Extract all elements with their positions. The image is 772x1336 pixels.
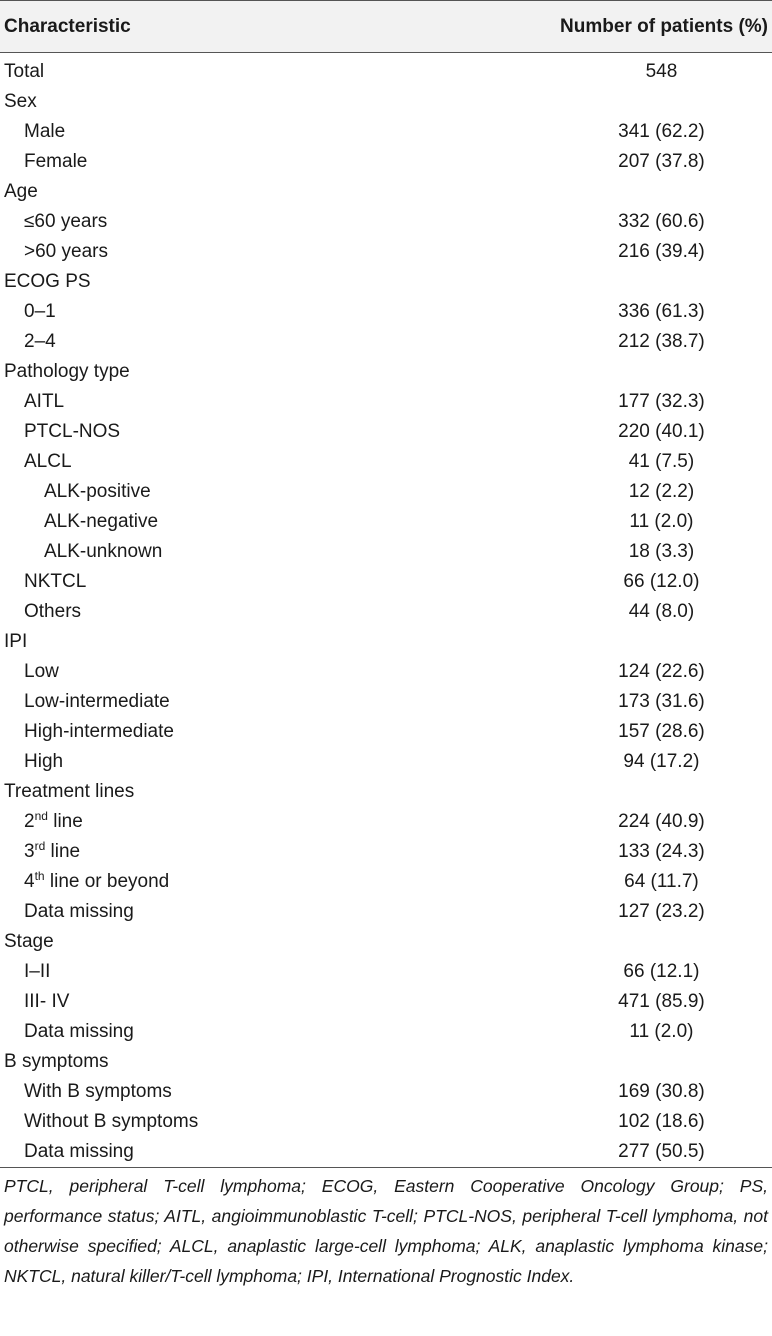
row-label-text: NKTCL	[24, 571, 87, 592]
row-label	[0, 297, 271, 327]
table-row	[0, 777, 772, 807]
table-row	[0, 597, 772, 627]
ordinal-suffix: th	[34, 869, 45, 883]
row-value: 207 (37.8)	[618, 151, 705, 172]
row-value: 12 (2.2)	[628, 481, 695, 502]
row-label	[0, 687, 271, 717]
row-label	[0, 1107, 271, 1137]
row-label	[0, 1137, 271, 1168]
row-value: 173 (31.6)	[618, 691, 705, 712]
table-row	[0, 987, 772, 1017]
table-row	[0, 53, 772, 88]
row-value: 336 (61.3)	[618, 301, 705, 322]
row-label-text: High-intermediate	[24, 721, 174, 742]
row-value	[271, 177, 772, 207]
row-label-text: ALK-positive	[44, 481, 151, 502]
row-label	[0, 267, 271, 297]
row-value	[271, 627, 772, 657]
row-label	[0, 1077, 271, 1107]
row-label-text: IPI	[4, 631, 28, 652]
row-label	[0, 237, 271, 267]
row-label	[0, 177, 271, 207]
row-label	[0, 327, 271, 357]
table-row	[0, 267, 772, 297]
table-row	[0, 537, 772, 567]
row-value: 216 (39.4)	[618, 241, 705, 262]
row-label	[0, 777, 271, 807]
row-label-text: ≤60 years	[24, 211, 108, 232]
row-label	[0, 597, 271, 627]
table-row	[0, 1137, 772, 1168]
row-label-text: 0–1	[24, 301, 56, 322]
row-label-text: ALK-unknown	[44, 541, 163, 562]
row-label	[0, 957, 271, 987]
table-row	[0, 837, 772, 867]
header-number-of-patients: Number of patients (%)	[560, 15, 768, 37]
row-value: 127 (23.2)	[618, 901, 705, 922]
table-row	[0, 897, 772, 927]
row-value: 332 (60.6)	[618, 211, 705, 232]
row-label-text: Data missing	[24, 901, 134, 922]
row-label-text: Data missing	[24, 1141, 134, 1162]
row-label-text: B symptoms	[4, 1051, 109, 1072]
table-row	[0, 297, 772, 327]
row-label-text: Treatment lines	[4, 781, 135, 802]
row-label	[0, 1047, 271, 1077]
row-value: 157 (28.6)	[618, 721, 705, 742]
row-label	[0, 507, 271, 537]
row-label	[0, 867, 271, 897]
row-label-text: Low	[24, 661, 59, 682]
row-label-text: I–II	[24, 961, 51, 982]
table-row	[0, 177, 772, 207]
row-label	[0, 357, 271, 387]
row-label	[0, 387, 271, 417]
row-value	[271, 777, 772, 807]
row-value: 64 (11.7)	[624, 871, 699, 892]
table-row	[0, 627, 772, 657]
table-row	[0, 207, 772, 237]
row-label-text: AITL	[24, 391, 65, 412]
row-value: 41 (7.5)	[628, 451, 695, 472]
row-value: 133 (24.3)	[618, 841, 705, 862]
table-row	[0, 747, 772, 777]
ordinal-suffix: nd	[34, 809, 48, 823]
row-label-text: Sex	[4, 91, 37, 112]
row-label	[0, 567, 271, 597]
row-label-text: High	[24, 751, 64, 772]
row-value: 11 (2.0)	[629, 511, 694, 532]
row-label-text: 4	[24, 871, 35, 892]
table-header	[0, 1, 772, 53]
row-value	[271, 927, 772, 957]
row-label-suffix: line	[45, 841, 81, 862]
row-value	[271, 1047, 772, 1077]
table-row	[0, 387, 772, 417]
table-row	[0, 807, 772, 837]
row-label-text: Age	[4, 181, 38, 202]
row-value: 169 (30.8)	[618, 1081, 705, 1102]
row-value: 94 (17.2)	[623, 751, 700, 772]
ordinal-suffix: rd	[34, 839, 46, 853]
row-value: 66 (12.1)	[623, 961, 700, 982]
row-value: 124 (22.6)	[618, 661, 705, 682]
row-label	[0, 1017, 271, 1047]
row-label	[0, 717, 271, 747]
table-row	[0, 1017, 772, 1047]
row-label	[0, 417, 271, 447]
row-label-text: Without B symptoms	[24, 1111, 199, 1132]
row-value	[271, 267, 772, 297]
row-label	[0, 87, 271, 117]
row-label	[0, 447, 271, 477]
row-label	[0, 53, 271, 88]
table-row	[0, 927, 772, 957]
row-label	[0, 477, 271, 507]
row-label	[0, 837, 271, 867]
row-value: 177 (32.3)	[618, 391, 705, 412]
table-row	[0, 687, 772, 717]
row-label-text: Data missing	[24, 1021, 134, 1042]
table-row	[0, 657, 772, 687]
row-label-text: III- IV	[24, 991, 70, 1012]
row-label-text: Stage	[4, 931, 54, 952]
table-row	[0, 357, 772, 387]
row-value: 277 (50.5)	[618, 1141, 705, 1162]
table-row	[0, 477, 772, 507]
table-body	[0, 53, 772, 1168]
row-label-text: 2–4	[24, 331, 56, 352]
row-label-suffix: line or beyond	[44, 871, 170, 892]
row-value: 18 (3.3)	[628, 541, 695, 562]
table-row	[0, 87, 772, 117]
row-value	[271, 87, 772, 117]
row-label-text: Female	[24, 151, 88, 172]
table-row	[0, 447, 772, 477]
row-label	[0, 207, 271, 237]
row-label-text: Pathology type	[4, 361, 130, 382]
row-value: 341 (62.2)	[618, 121, 705, 142]
table-row	[0, 867, 772, 897]
row-value: 548	[645, 61, 678, 82]
row-label-text: PTCL-NOS	[24, 421, 121, 442]
row-label	[0, 897, 271, 927]
table-row	[0, 1107, 772, 1137]
row-label	[0, 147, 271, 177]
row-label-suffix: line	[47, 811, 83, 832]
table-row	[0, 1077, 772, 1107]
table-row	[0, 147, 772, 177]
table-row	[0, 567, 772, 597]
row-label-text: With B symptoms	[24, 1081, 172, 1102]
row-label-text: Male	[24, 121, 66, 142]
row-value: 220 (40.1)	[618, 421, 705, 442]
row-label-text: 3	[24, 841, 35, 862]
row-label	[0, 987, 271, 1017]
row-label-text: ECOG PS	[4, 271, 91, 292]
row-value: 66 (12.0)	[623, 571, 700, 592]
row-label	[0, 117, 271, 147]
table-row	[0, 237, 772, 267]
row-value	[271, 357, 772, 387]
table-row	[0, 507, 772, 537]
row-label	[0, 807, 271, 837]
table-row	[0, 717, 772, 747]
row-label	[0, 537, 271, 567]
row-label	[0, 657, 271, 687]
row-label-text: Low-intermediate	[24, 691, 170, 712]
row-label-text: >60 years	[24, 241, 108, 262]
table-row	[0, 1047, 772, 1077]
table-row	[0, 957, 772, 987]
row-label-text: Others	[24, 601, 82, 622]
table-row	[0, 417, 772, 447]
table-row	[0, 327, 772, 357]
row-value: 11 (2.0)	[629, 1021, 694, 1042]
row-label-text: ALK-negative	[44, 511, 159, 532]
row-value: 224 (40.9)	[618, 811, 705, 832]
row-value: 212 (38.7)	[618, 331, 705, 352]
row-label-text: 2	[24, 811, 35, 832]
table-row	[0, 117, 772, 147]
header-row	[0, 1, 772, 53]
row-value: 471 (85.9)	[618, 991, 705, 1012]
table-footnote: PTCL, peripheral T-cell lymphoma; ECOG, Eastern Cooperative Oncology Group; PS, performance status; AITL, angioimmunoblastic T-cell; PTCL-NOS, peripheral T-cell lymphoma, not otherwise specified; ALCL, anaplastic large-cell lymphoma; ALK, anaplastic lymphoma kinase; NKTCL, natural killer/T-cell lymphoma; IPI, International Prognostic Index.	[4, 1176, 768, 1286]
header-characteristic: Characteristic	[4, 15, 131, 37]
row-value: 44 (8.0)	[628, 601, 695, 622]
row-label-text: Total	[4, 61, 45, 82]
row-label	[0, 927, 271, 957]
row-label	[0, 627, 271, 657]
row-label-text: ALCL	[24, 451, 72, 472]
row-label	[0, 747, 271, 777]
row-value: 102 (18.6)	[618, 1111, 705, 1132]
